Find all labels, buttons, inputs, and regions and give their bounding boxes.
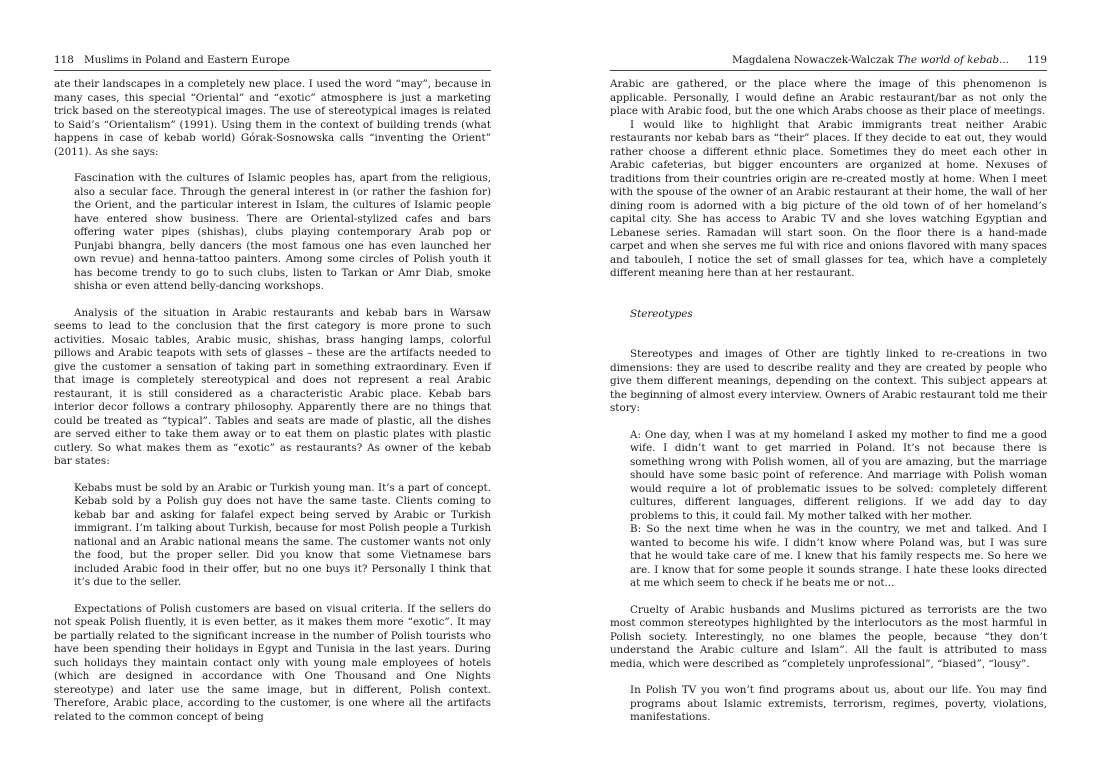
spacer — [610, 321, 1047, 348]
page-number: 118 — [54, 54, 74, 66]
spacer — [610, 671, 1047, 684]
paragraph: Expectations of Polish customers are based on visual criteria. If the sellers do not speak Polish fluently, it is even better, as it makes them more “exotic”. It may be partially related to the significant increase in the number of Polish tourists who have been spending their holidays in Egypt and Tunisia in the last years. During such holidays they maintain contact only with young male employees of hotels (which are designed in accordance with One Thousand and One Nights stereotype) and later use the same image, but in different, Polish context. Therefore, Arabic place, according to the customer, is one where all the artifacts related to the common concept of being — [54, 602, 491, 723]
spacer — [610, 591, 1047, 604]
block-quote: Fascination with the cultures of Islamic peoples has, apart from the religious, also a secular face. Through the general interest in (or rather the fashion for) the Orient, and the particular interest in Islam, the cultures of Islamic people have entered show business. There are Oriental-stylized cafes and bars offering water pipes (shishas), clubs playing contemporary Arab pop or Punjabi bhangra, belly dancers (the most famous one has even launched her own revue) and henna-tattoo painters. Among some circles of Polish youth it has become trendy to go to such clubs, listen to Tarkan or Amr Diab, smoke shisha or even attend belly-dancing workshops. — [74, 172, 491, 292]
spacer — [610, 281, 1047, 308]
spacer — [610, 416, 1047, 429]
right-page-body — [610, 78, 1047, 725]
header-rule — [610, 70, 1047, 71]
paragraph: Stereotypes and images of Other are tightly linked to re-creations in two dimensions: they are used to describe reality and they are created by people who give them different meanings, depending on the context. This subject appears at the beginning of almost every interview. Owners of Arabic restaurant told me their story: — [610, 348, 1047, 414]
spacer — [54, 159, 491, 172]
block-quote: B: So the next time when he was in the country, we met and talked. And I wanted to become his wife. I didn’t know where Poland was, but I was sure that he would take care of me. I knew that his family respects me. So here we are. I know that for some people it sounds strange. I hate these looks directed at me which seem to check if he beats me or not... — [630, 523, 1047, 589]
paragraph: Cruelty of Arabic husbands and Muslims pictured as terrorists are the two most common stereotypes highlighted by the interlocutors as the most harmful in Polish society. Interestingly, no one blames the people, because “they don’t understand the Arabic culture and Islam”. All the fault is attributed to mass media, which were described as “completely unprofessional”, “biased”, “lousy”. — [610, 603, 1047, 670]
header-rule — [54, 70, 491, 71]
block-quote: Kebabs must be sold by an Arabic or Turkish young man. It’s a part of concept. Kebab sold by a Polish guy does not have the same taste. Clients coming to kebab bar and asking for falafel expect being served by Arabic or Turkish immigrant. I’m talking about Turkish, because for most Polish people a Turkish national and an Arabic national means the same. The customer wants not only the food, but the proper seller. Did you know that some Vietnamese bars included Arabic food in their offer, but no one buys it? Personally I think that it’s due to the seller. — [74, 481, 491, 588]
paragraph: Arabic are gathered, or the place where the image of this phenomenon is applicable. Personally, I would define an Arabic restaurant/bar as not only the place with Arabic food, but the one which Arabs choose as their place of meetings. — [610, 78, 1047, 117]
spacer — [54, 294, 491, 307]
paragraph: ate their landscapes in a completely new place. I used the word “may”, because in many cases, this special “Oriental” and “exotic” atmosphere is just a marketing trick based on the stereotypical images. The use of stereotypical images is related to Said’s “Orientalism” (1991). Using them in the context of building trends (what happens in case of kebab world) Górak-Sosnowska calls “inventing the Orient” (2011). As she says: — [54, 78, 491, 158]
running-title-italic: The world of kebab... — [897, 54, 1009, 66]
block-quote: In Polish TV you won’t find programs about us, about our life. You may find programs about Islamic extremists, terrorism, regimes, poverty, violations, manifestations. — [630, 684, 1047, 723]
running-title: Muslims in Poland and Eastern Europe — [84, 54, 290, 66]
paragraph: Analysis of the situation in Arabic restaurants and kebab bars in Warsaw seems to lead to the conclusion that the first category is more prone to such activities. Mosaic tables, Arabic music, shishas, brass hanging lamps, colorful pillows and Arabic teapots with sets of glasses – these are the artifacts needed to give the customer a sensation of taking part in something extraordinary. Even if that image is completely stereotypical and does not represent a real Arabic restaurant, it is still considered as a characteristic Arabic place. Kebab bars interior decor follows a contrary philosophy. Apparently there are no things that could be treated as “typical”. Tables and seats are made of plastic, all the dishes are served either to take them away or to eat them on plastic plates with plastic cutlery. So what makes them as “exotic” as restaurants? As owner of the kebab bar states: — [54, 306, 491, 467]
page-number: 119 — [1027, 54, 1047, 66]
right-page-header — [610, 52, 1047, 68]
spacer — [54, 590, 491, 603]
paragraph: I would like to highlight that Arabic immigrants treat neither Arabic restaurants nor kebab bars as “their” places. If they decide to eat out, they would rather choose a different ethnic place. Sometimes they do meet each other in Arabic cafeterias, but bigger encounters are organized at home. Nexuses of traditions from their countries origin are re-created mostly at home. When I meet with the spouse of the owner of an Arabic restaurant at their home, the wall of her dining room is adorned with a big picture of the old town of of her homeland’s capital city. She has access to Arabic TV and she loves watching Egyptian and Lebanese series. Ramadan will start soon. On the floor there is a hand-made carpet and when she serves me ful with rice and onions flavored with many spaces and tabouleh, I notice the set of small glasses for tea, which have a completely different meaning here than at her restaurant. — [610, 118, 1047, 279]
left-page-body — [54, 78, 491, 724]
running-author: Magdalena Nowaczek-Walczak — [731, 54, 894, 66]
spacer — [54, 469, 491, 482]
running-title — [732, 52, 1009, 68]
block-quote: A: One day, when I was at my homeland I asked my mother to find me a good wife. I didn’t want to get married in Poland. It’s not because there is something wrong with Polish women, all of you are amazing, but the marriage should have some basic point of reference. And marriage with Polish woman would require a lot of problematic issues to be solved: completely different cultures, different languages, different religions. If we add day to day problems to this, it could fail. My mother talked with her mother. — [630, 428, 1047, 522]
section-heading: Stereotypes — [630, 307, 693, 320]
left-page-header — [54, 52, 491, 68]
